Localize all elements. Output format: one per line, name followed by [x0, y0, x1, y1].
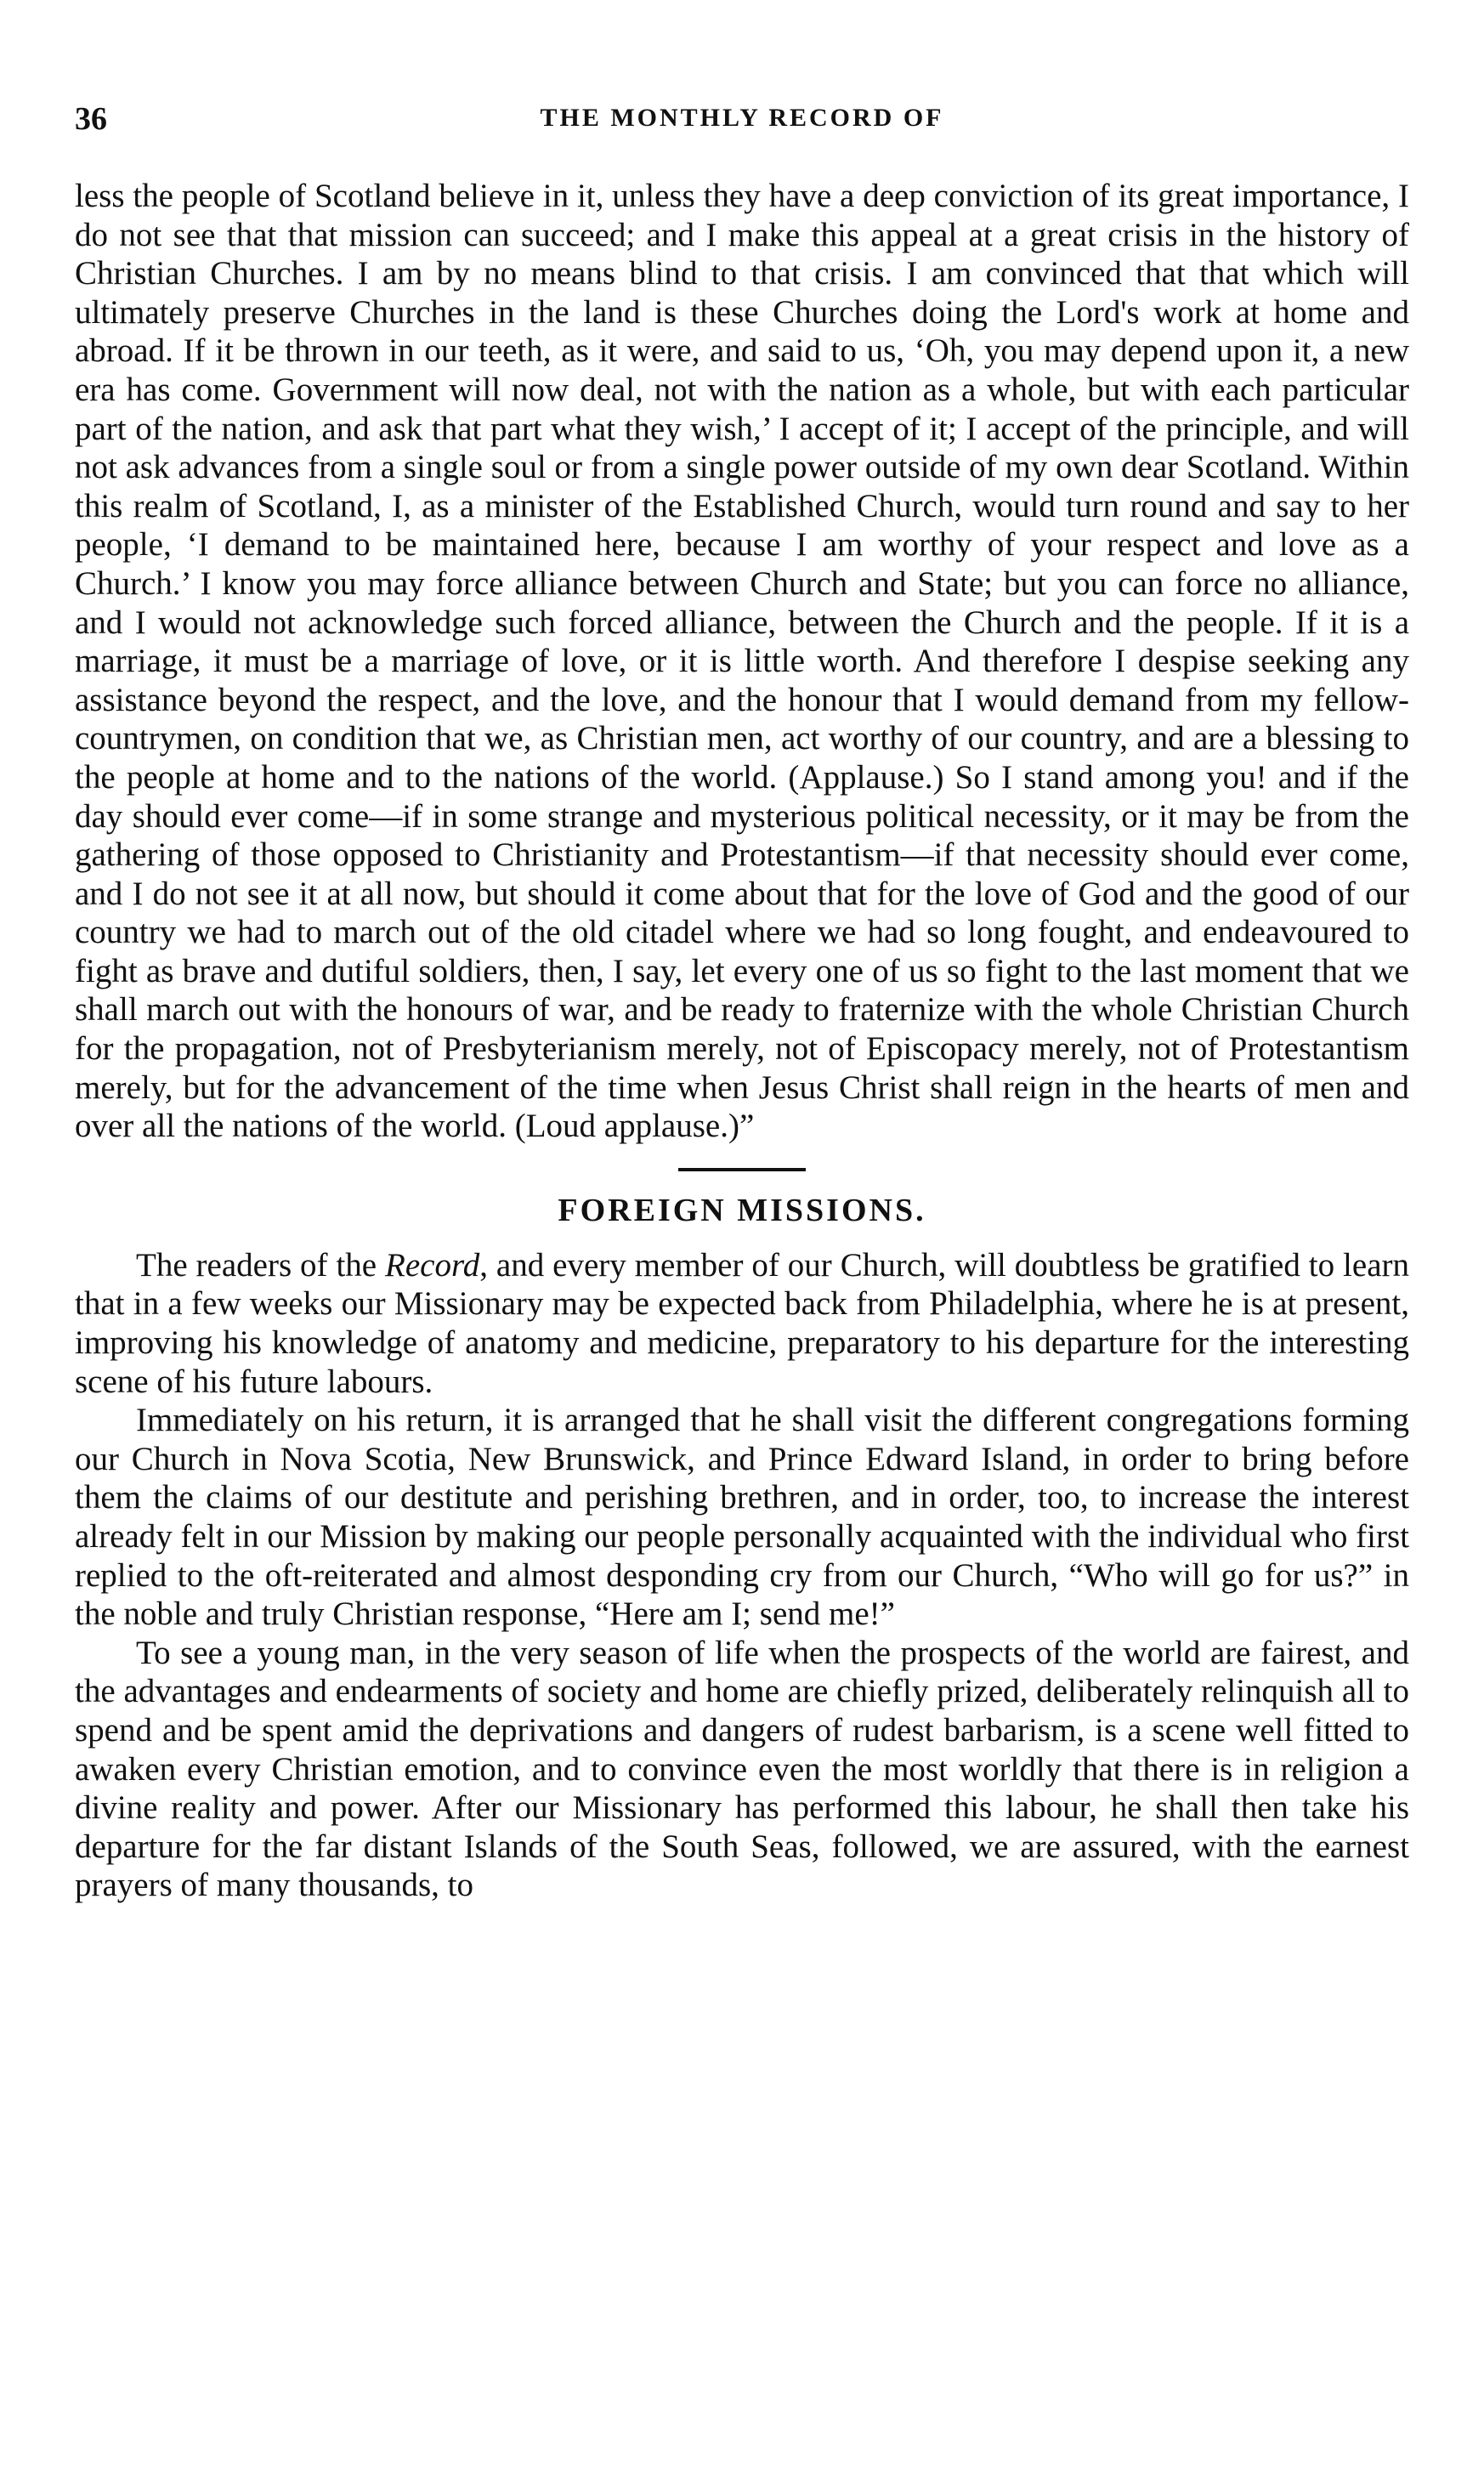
missions-paragraph-1 — [75, 1246, 1409, 1401]
page — [75, 0, 1409, 2477]
page-number: 36 — [75, 101, 107, 137]
missions-paragraph-1-end: , and every member of our Church, will doubtless be gratified to learn that in a few weeks our Missionary may be expected back from Philadelphia, where he is at present, improving his knowledge of anatomy and medicine, preparatory to his departure for the interesting scene of his future labours. — [75, 1246, 1409, 1400]
body-text — [75, 177, 1409, 1905]
running-head — [75, 100, 1409, 148]
speech-paragraph: less the people of Scotland believe in it, unless they have a deep conviction of its great importance, I do not see that that mission can succeed; and I make this appeal at a great crisis in the history of Christian Churches. I am by no means blind to that crisis. I am convinced that that which will ultimately preserve Churches in the land is these Churches doing the Lord's work at home and abroad. If it be thrown in our teeth, as it were, and said to us, ‘Oh, you may depend upon it, a new era has come. Government will now deal, not with the nation as a whole, but with each particular part of the nation, and ask that part what they wish,’ I accept of it; I accept of the principle, and will not ask advances from a single soul or from a single power outside of my own dear Scotland. Within this realm of Scotland, I, as a minister of the Established Church, would turn round and say to her people, ‘I demand to be maintained here, because I am worthy of your respect and love as a Church.’ I know you may force alliance between Church and State; but you can force no alliance, and I would not acknowledge such forced alliance, between the Church and the people. If it is a marriage, it must be a marriage of love, or it is little worth. And therefore I despise seeking any assistance beyond the respect, and the love, and the honour that I would demand from my fellow-countrymen, on condition that we, as Christian men, act worthy of our country, and are a blessing to the people at home and to the nations of the world. (Applause.) So I stand among you! and if the day should ever come—if in some strange and mysterious political necessity, or it may be from the gathering of those opposed to Christianity and Protestantism—if that necessity should ever come, and I do not see it at all now, but should it come about that for the love of God and the good of our country we had to march out of the old citadel where we had so long fought, and endeavoured to fight as brave and dutiful soldiers, then, I say, let every one of us so fight to the last moment that we shall march out with the honours of war, and be ready to fraternize with the whole Christian Church for the propagation, not of Presbyterianism merely, not of Episcopacy merely, not of Protestantism merely, but for the advancement of the time when Jesus Christ shall reign in the hearts of men and over all the nations of the world. (Loud applause.)” — [75, 178, 1409, 1145]
record-title-italic: Record — [385, 1246, 480, 1284]
running-head-title: THE MONTHLY RECORD OF — [540, 104, 944, 132]
section-divider — [678, 1168, 806, 1171]
section-heading: FOREIGN MISSIONS. — [558, 1192, 926, 1228]
missions-paragraph-1-start: The readers of the — [136, 1246, 386, 1284]
missions-paragraph-3: To see a young man, in the very season of life when the prospects of the world are fairest, and the advantages and endearments of society and home are chiefly prized, deliberately relinquish all to spend and be spent amid the deprivations and dangers of rudest barbarism, is a scene well fitted to awaken every Christian emotion, and to convince even the most worldly that there is in religion a divine reality and power. After our Missionary has performed this labour, he shall then take his departure for the far distant Islands of the South Seas, followed, we are assured, with the earnest prayers of many thousands, to — [75, 1634, 1409, 1904]
missions-paragraph-2: Immediately on his return, it is arranged that he shall visit the different congregations forming our Church in Nova Scotia, New Brunswick, and Prince Edward Island, in order to bring before them the claims of our destitute and perishing brethren, and in order, too, to increase the interest already felt in our Mission by making our people personally acquainted with the individual who first replied to the oft-reiterated and almost desponding cry from our Church, “Who will go for us?” in the noble and truly Christian response, “Here am I; send me!” — [75, 1402, 1409, 1633]
